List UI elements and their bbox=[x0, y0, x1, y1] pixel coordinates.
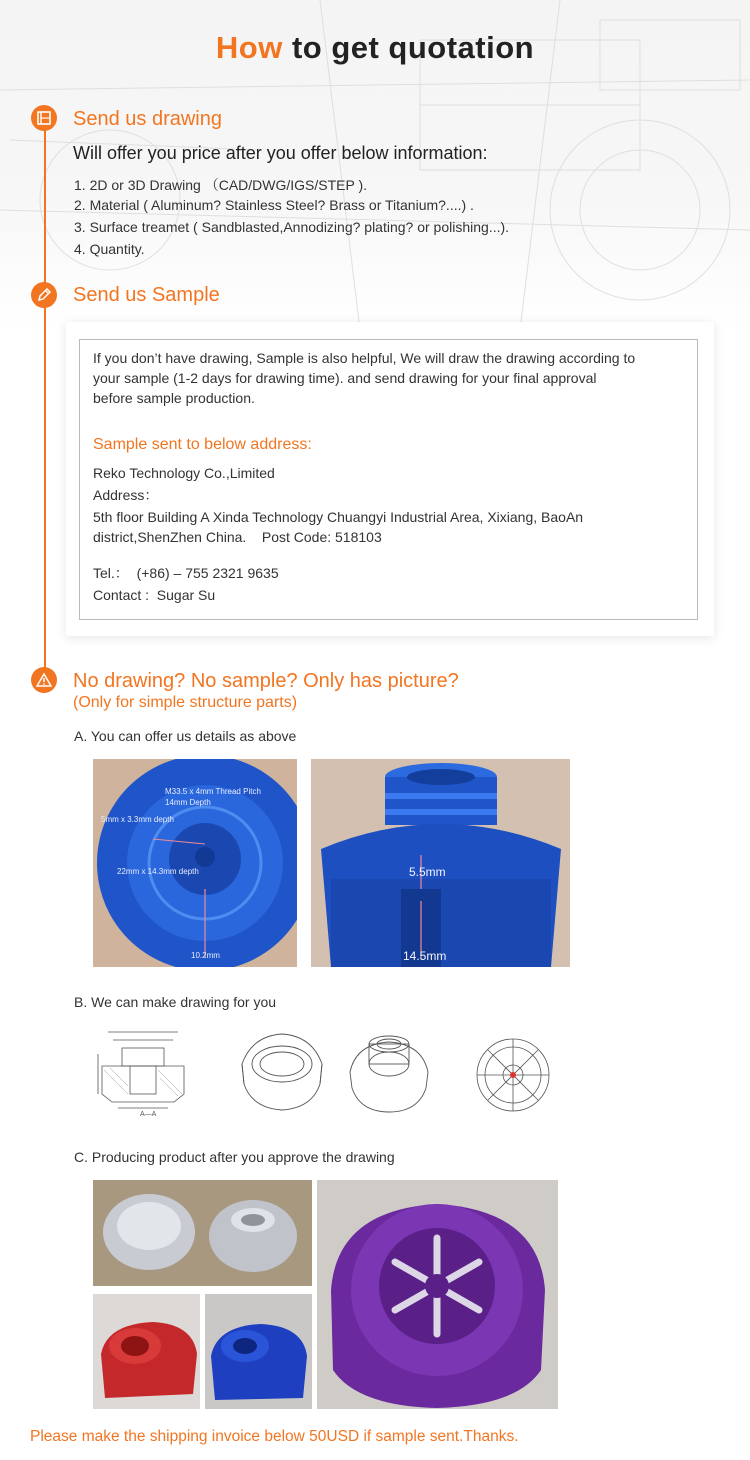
silver-caps-photo bbox=[93, 1180, 312, 1286]
step-drawing-lead: Will offer you price after you offer below information: bbox=[73, 143, 488, 163]
step-drawing-title: Send us drawing bbox=[73, 108, 222, 130]
address-line-2: district,ShenZhen China. Post Code: 518103 bbox=[93, 529, 382, 545]
cap-isometric-drawing-2 bbox=[344, 1024, 434, 1116]
step-picture-title: No drawing? No sample? Only has picture? bbox=[73, 670, 459, 692]
sample-info-card bbox=[66, 322, 714, 636]
step-picture-subtitle: (Only for simple structure parts) bbox=[73, 694, 298, 711]
depth-annotation: 14mm Depth bbox=[165, 798, 211, 807]
drawing-icon bbox=[31, 105, 57, 131]
hole-annotation: 5mm x 3.3mm depth bbox=[101, 815, 174, 824]
blue-cap-photo bbox=[205, 1294, 312, 1409]
section-drawing-label: A—A bbox=[140, 1111, 157, 1118]
page-title-accent: How bbox=[215, 30, 283, 65]
purple-cap-photo bbox=[317, 1180, 558, 1409]
drawing-item-1: 1. 2D or 3D Drawing （CAD/DWG/IGS/STEP ). bbox=[74, 177, 368, 193]
section-a-label: A. You can offer us details as above bbox=[74, 728, 297, 744]
drawing-item-2: 2. Material ( Aluminum? Stainless Steel? Brass or Titanium?....) . bbox=[74, 197, 474, 213]
drawing-item-3: 3. Surface treamet ( Sandblasted,Annodizing? plating? or polishing...). bbox=[74, 219, 510, 235]
bore-annotation: 22mm x 14.3mm depth bbox=[117, 867, 199, 876]
timeline-line bbox=[44, 118, 46, 678]
company-name: Reko Technology Co.,Limited bbox=[93, 465, 275, 481]
contact-person: Contact : Sugar Su bbox=[93, 587, 216, 603]
sample-intro-line-2: your sample (1-2 days for drawing time). and send drawing for your final approval bbox=[93, 370, 597, 386]
shoulder-height-annotation: 5.5mm bbox=[409, 865, 446, 879]
sample-info-frame bbox=[79, 339, 698, 620]
sample-intro-line-1: If you don’t have drawing, Sample is also helpful, We will draw the drawing according to bbox=[93, 350, 636, 366]
drawing-item-4: 4. Quantity. bbox=[74, 241, 145, 257]
page-title bbox=[0, 30, 750, 66]
blue-cap-top-photo bbox=[93, 759, 297, 967]
section-drawing bbox=[88, 1024, 198, 1120]
top-view-drawing bbox=[458, 1028, 568, 1122]
width-annotation: 10.2mm bbox=[191, 951, 220, 960]
total-height-annotation: 14.5mm bbox=[403, 949, 447, 963]
thread-annotation: M33.5 x 4mm Thread Pitch bbox=[165, 787, 261, 796]
address-line-1: 5th floor Building A Xinda Technology Chuangyi Industrial Area, Xixiang, BaoAn bbox=[93, 509, 584, 525]
warning-icon bbox=[31, 667, 57, 693]
blue-cap-side-photo bbox=[311, 759, 570, 967]
telephone: Tel.： (+86) – 755 2321 9635 bbox=[93, 565, 279, 581]
shipping-note: Please make the shipping invoice below 50USD if sample sent.Thanks. bbox=[30, 1428, 519, 1445]
section-b-label: B. We can make drawing for you bbox=[74, 994, 277, 1010]
address-label: Address： bbox=[93, 487, 159, 503]
address-heading: Sample sent to below address: bbox=[93, 436, 312, 453]
pen-icon bbox=[31, 282, 57, 308]
page-title-rest: to get quotation bbox=[282, 30, 535, 65]
step-sample-title: Send us Sample bbox=[73, 284, 220, 306]
sample-intro-line-3: before sample production. bbox=[93, 390, 255, 406]
section-c-label: C. Producing product after you approve the drawing bbox=[74, 1149, 395, 1165]
cap-isometric-drawing-1 bbox=[232, 1024, 332, 1114]
red-cap-photo bbox=[93, 1294, 200, 1409]
